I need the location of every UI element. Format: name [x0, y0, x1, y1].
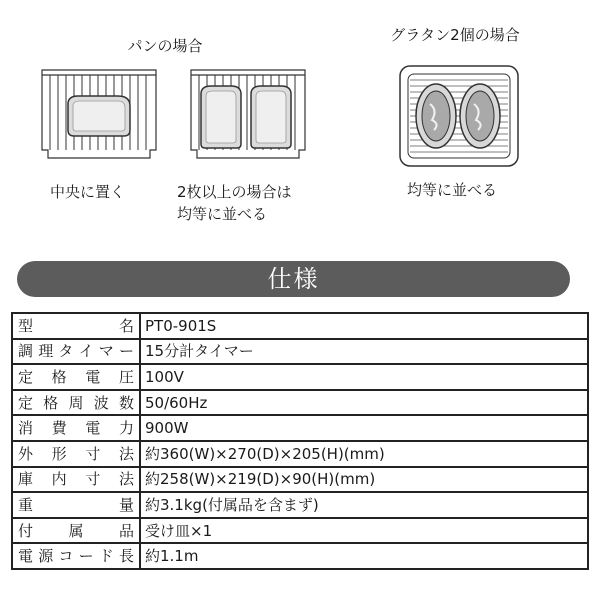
gratin-dish-icon	[416, 84, 456, 148]
caption-multi-line2: 均等に並べる	[177, 205, 268, 223]
spec-value: 約360(W)×270(D)×205(H)(mm)	[140, 441, 588, 467]
spec-value: 受け皿×1	[140, 518, 588, 544]
bread-slice-icon	[68, 96, 130, 136]
spec-label-text: 調 理 タ イ マ ー	[18, 342, 134, 361]
spec-value: 100V	[140, 364, 588, 390]
spec-table	[11, 312, 589, 570]
spec-row	[12, 339, 588, 365]
spec-value: 900W	[140, 415, 588, 441]
spec-label	[12, 543, 140, 569]
spec-row	[12, 543, 588, 569]
spec-row	[12, 313, 588, 339]
spec-label	[12, 390, 140, 416]
spec-label	[12, 415, 140, 441]
spec-value: 15分計タイマー	[140, 339, 588, 365]
spec-row	[12, 390, 588, 416]
spec-row	[12, 364, 588, 390]
caption-multi-line1: 2枚以上の場合は	[177, 183, 292, 201]
spec-label	[12, 339, 140, 365]
rack-center-illustration	[38, 66, 160, 162]
spec-row	[12, 518, 588, 544]
spec-label-text: 型 名	[18, 316, 134, 335]
spec-label	[12, 441, 140, 467]
spec-label	[12, 518, 140, 544]
spec-label	[12, 467, 140, 493]
gratin-dish-icon	[460, 84, 500, 148]
bread-slice-icon	[251, 86, 291, 148]
gratin-heading: グラタン2個の場合	[390, 26, 520, 44]
spec-label-text: 付 属 品	[18, 521, 134, 540]
spec-value: 約3.1kg(付属品を含まず)	[140, 492, 588, 518]
spec-label	[12, 313, 140, 339]
spec-label-text: 庫 内 寸 法	[18, 470, 134, 489]
caption-gratin: 均等に並べる	[407, 181, 498, 199]
caption-center: 中央に置く	[50, 183, 126, 201]
spec-value: 約1.1m	[140, 543, 588, 569]
spec-label-text: 電 源 コ ー ド 長	[18, 547, 134, 566]
spec-label	[12, 492, 140, 518]
spec-row	[12, 441, 588, 467]
spec-label-text: 消 費 電 力	[18, 419, 134, 438]
spec-label	[12, 364, 140, 390]
spec-banner: 仕様	[17, 261, 570, 297]
rack-multi-illustration	[187, 66, 309, 162]
spec-label-text: 定 格 周 波 数	[18, 393, 134, 412]
spec-row	[12, 467, 588, 493]
spec-value: 約258(W)×219(D)×90(H)(mm)	[140, 467, 588, 493]
spec-row	[12, 415, 588, 441]
bread-heading: パンの場合	[127, 37, 203, 55]
gratin-tray-illustration	[398, 64, 520, 168]
bread-slice-icon	[201, 86, 241, 148]
spec-label-text: 定 格 電 圧	[18, 367, 134, 386]
spec-row	[12, 492, 588, 518]
spec-label-text: 外 形 寸 法	[18, 444, 134, 463]
spec-value: PT0-901S	[140, 313, 588, 339]
spec-label-text: 重 量	[18, 495, 134, 514]
spec-value: 50/60Hz	[140, 390, 588, 416]
